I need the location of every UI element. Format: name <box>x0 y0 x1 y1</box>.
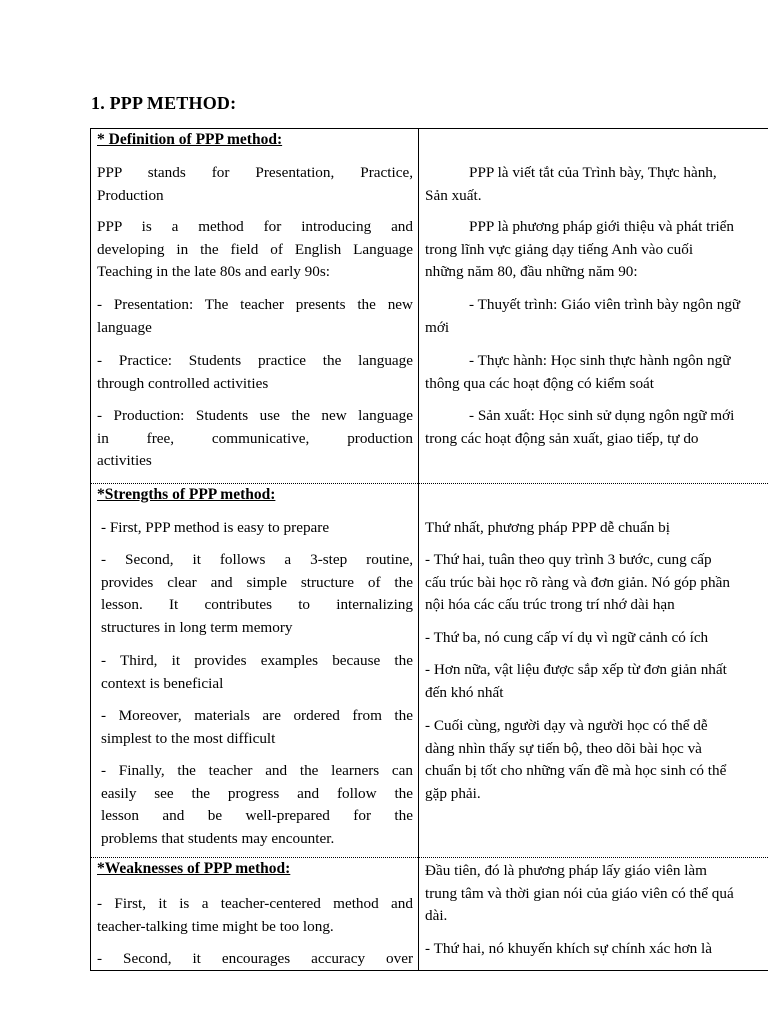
definition-left-p2: PPP is a method for introducing and developing in the field of English Language Teaching in the late 80s and early 90s: <box>97 218 413 280</box>
strengths-right-p1: Thứ nhất, phương pháp PPP dễ chuẩn bị <box>425 519 670 536</box>
strengths-right-p4: - Hơn nữa, vật liệu được sắp xếp từ đơn giản nhất đến khó nhất <box>425 661 727 701</box>
weaknesses-left-p1: - First, it is a teacher-centered method and teacher-talking time might be too long. <box>97 895 413 935</box>
section-title-strengths: *Strengths of PPP method: <box>97 486 276 503</box>
definition-right-p5: - Sản xuất: Học sinh sử dụng ngôn ngữ mới trong các hoạt động sản xuất, giao tiếp, tự do <box>425 407 735 447</box>
definition-right-p1: PPP là viết tắt của Trình bày, Thực hành, Sản xuất. <box>425 164 717 204</box>
strengths-left-p5: - Finally, the teacher and the learners can easily see the progress and follow the lesson and be well-prepared for the problems that students may encounter. <box>101 762 413 847</box>
strengths-left-p4: - Moreover, materials are ordered from the simplest to the most difficult <box>101 707 413 747</box>
definition-left-p1: PPP stands for Presentation, Practice, Production <box>97 164 413 204</box>
section-title-definition: * Definition of PPP method: <box>97 131 283 148</box>
definition-right-p3: - Thuyết trình: Giáo viên trình bày ngôn ngữ mới <box>425 296 741 336</box>
section-divider-strengths <box>90 483 768 484</box>
strengths-left-p3: - Third, it provides examples because the context is beneficial <box>101 652 413 692</box>
strengths-left-p2: - Second, it follows a 3-step routine, provides clear and simple structure of the lesson. It contributes to internalizing structures in long term memory <box>101 551 413 636</box>
weaknesses-right-p2: - Thứ hai, nó khuyến khích sự chính xác hơn là <box>425 940 712 957</box>
definition-left-p3: - Presentation: The teacher presents the new language <box>97 296 413 336</box>
weaknesses-left-p2: - Second, it encourages accuracy over <box>97 950 413 967</box>
definition-left-p4: - Practice: Students practice the language through controlled activities <box>97 352 413 392</box>
strengths-right-p3: - Thứ ba, nó cung cấp ví dụ vì ngữ cảnh có ích <box>425 629 709 646</box>
strengths-left-p1: - First, PPP method is easy to prepare <box>101 519 330 536</box>
section-title-weaknesses: *Weaknesses of PPP method: <box>97 860 291 877</box>
definition-left-p5: - Production: Students use the new language in free, communicative, production activities <box>97 407 413 469</box>
definition-right-p2: PPP là phương pháp giới thiệu và phát triển trong lĩnh vực giảng dạy tiếng Anh vào cuối những năm 80, đầu những năm 90: <box>425 218 735 280</box>
weaknesses-right-p1: Đầu tiên, đó là phương pháp lấy giáo viên làm trung tâm và thời gian nói của giáo viên có thể quá dài. <box>425 862 734 924</box>
definition-right-p4: - Thực hành: Học sinh thực hành ngôn ngữ thông qua các hoạt động có kiểm soát <box>425 352 731 392</box>
table-column-divider <box>418 128 419 971</box>
table-left-border <box>90 128 91 971</box>
section-divider-weaknesses <box>90 857 768 858</box>
strengths-right-p5: - Cuối cùng, người dạy và người học có thể dễ dàng nhìn thấy sự tiến bộ, theo dõi bài học và chuẩn bị tốt cho những vấn đề mà học sinh có thể gặp phải. <box>425 717 727 802</box>
page-heading: 1. PPP METHOD: <box>91 93 237 113</box>
strengths-right-p2: - Thứ hai, tuân theo quy trình 3 bước, cung cấp cấu trúc bài học rõ ràng và đơn giản. Nó góp phần nội hóa các cấu trúc trong trí nhớ dài hạn <box>425 551 730 613</box>
table-top-border <box>90 128 768 129</box>
